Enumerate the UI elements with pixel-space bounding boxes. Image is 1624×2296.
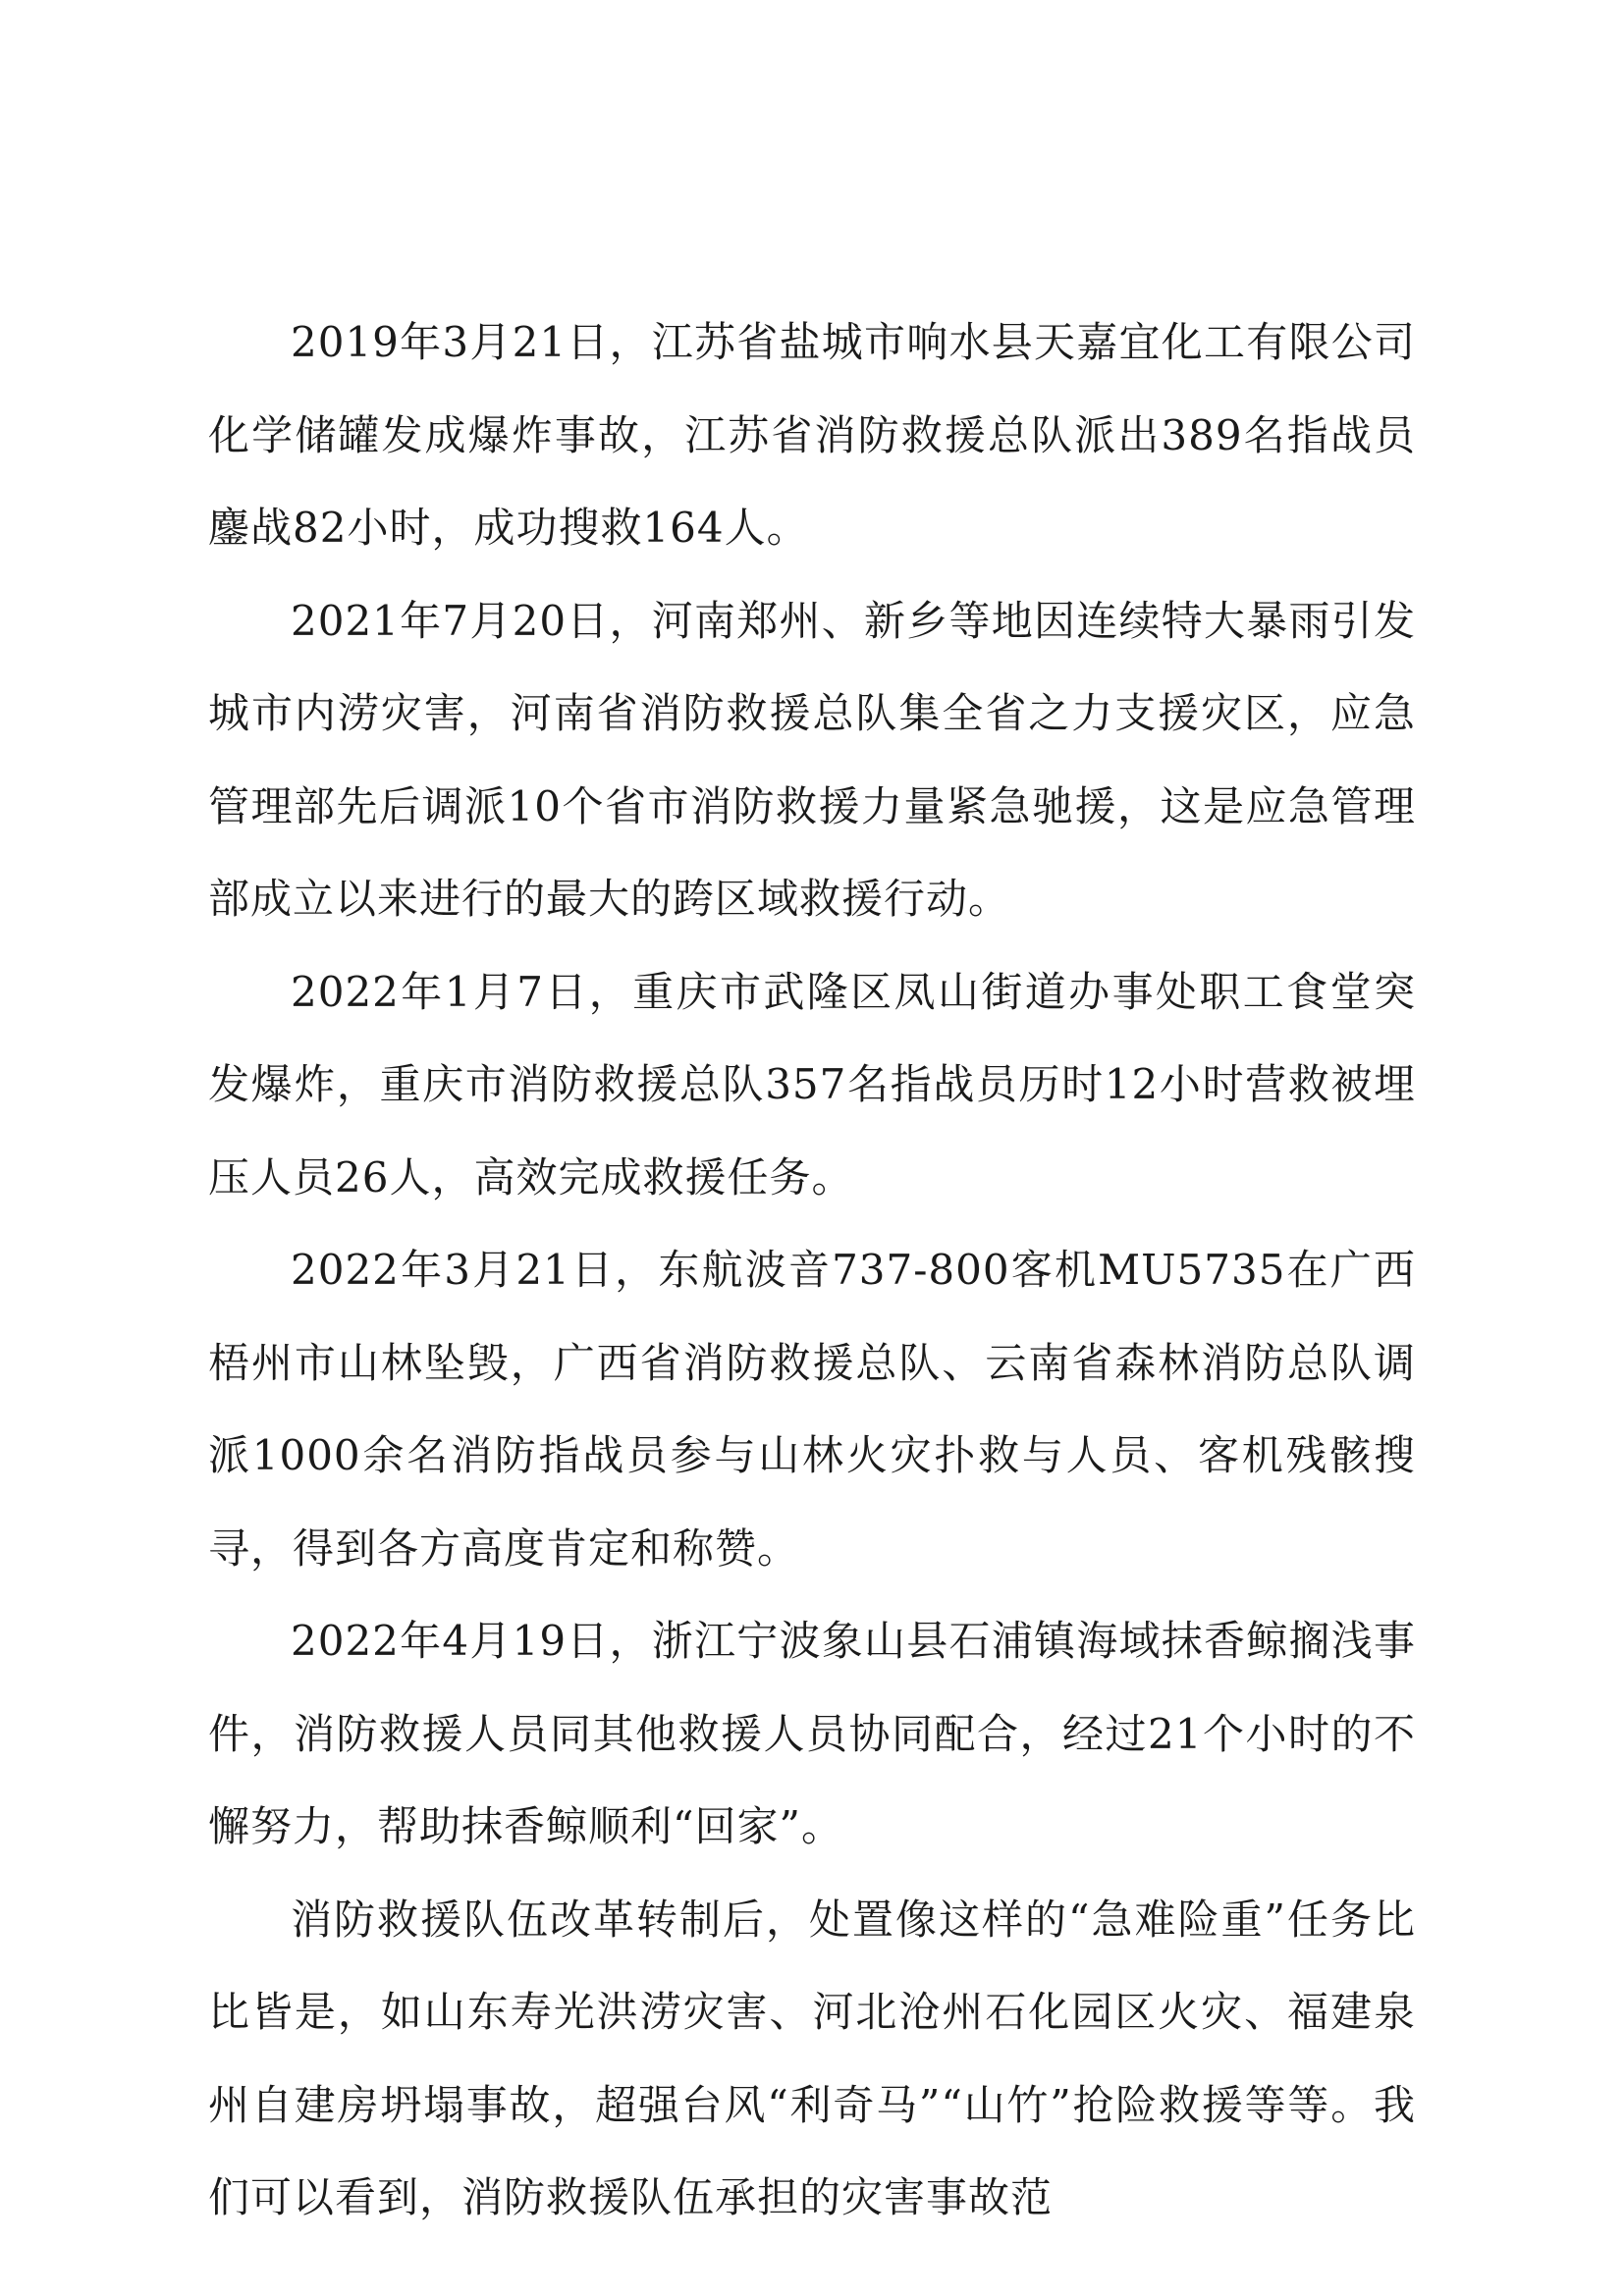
paragraph-mu5735-crash: 2022年3月21日，东航波音737-800客机MU5735在广西梧州市山林坠毁，广西省消防救援总队、云南省森林消防总队调派1000余名消防指战员参与山林火灾扑救与人员、客机残骸搜寻，得到各方高度肯定和称赞。 xyxy=(208,1246,1416,1573)
document-body xyxy=(208,296,1416,2245)
paragraph-sperm-whale-rescue: 2022年4月19日，浙江宁波象山县石浦镇海域抹香鲸搁浅事件，消防救援人员同其他救援人员协同配合，经过21个小时的不懈努力，帮助抹香鲸顺利“回家”。 xyxy=(208,1617,1416,1850)
paragraph-henan-flood: 2021年7月20日，河南郑州、新乡等地因连续特大暴雨引发城市内涝灾害，河南省消防救援总队集全省之力支援灾区，应急管理部先后调派10个省市消防救援力量紧急驰援，这是应急管理部成立以来进行的最大的跨区域救援行动。 xyxy=(208,596,1416,923)
paragraph-reform-summary: 消防救援队伍改革转制后，处置像这样的“急难险重”任务比比皆是，如山东寿光洪涝灾害、河北沧州石化园区火灾、福建泉州自建房坍塌事故，超强台风“利奇马”“山竹”抢险救援等等。我们可以看到，消防救援队伍承担的灾害事故范 xyxy=(208,1895,1416,2221)
paragraph-chongqing-explosion: 2022年1月7日，重庆市武隆区凤山街道办事处职工食堂突发爆炸，重庆市消防救援总队357名指战员历时12小时营救被埋压人员26人，高效完成救援任务。 xyxy=(208,967,1416,1201)
paragraph-xiangshui-explosion: 2019年3月21日，江苏省盐城市响水县天嘉宜化工有限公司化学储罐发成爆炸事故，江苏省消防救援总队派出389名指战员鏖战82小时，成功搜救164人。 xyxy=(208,318,1416,552)
